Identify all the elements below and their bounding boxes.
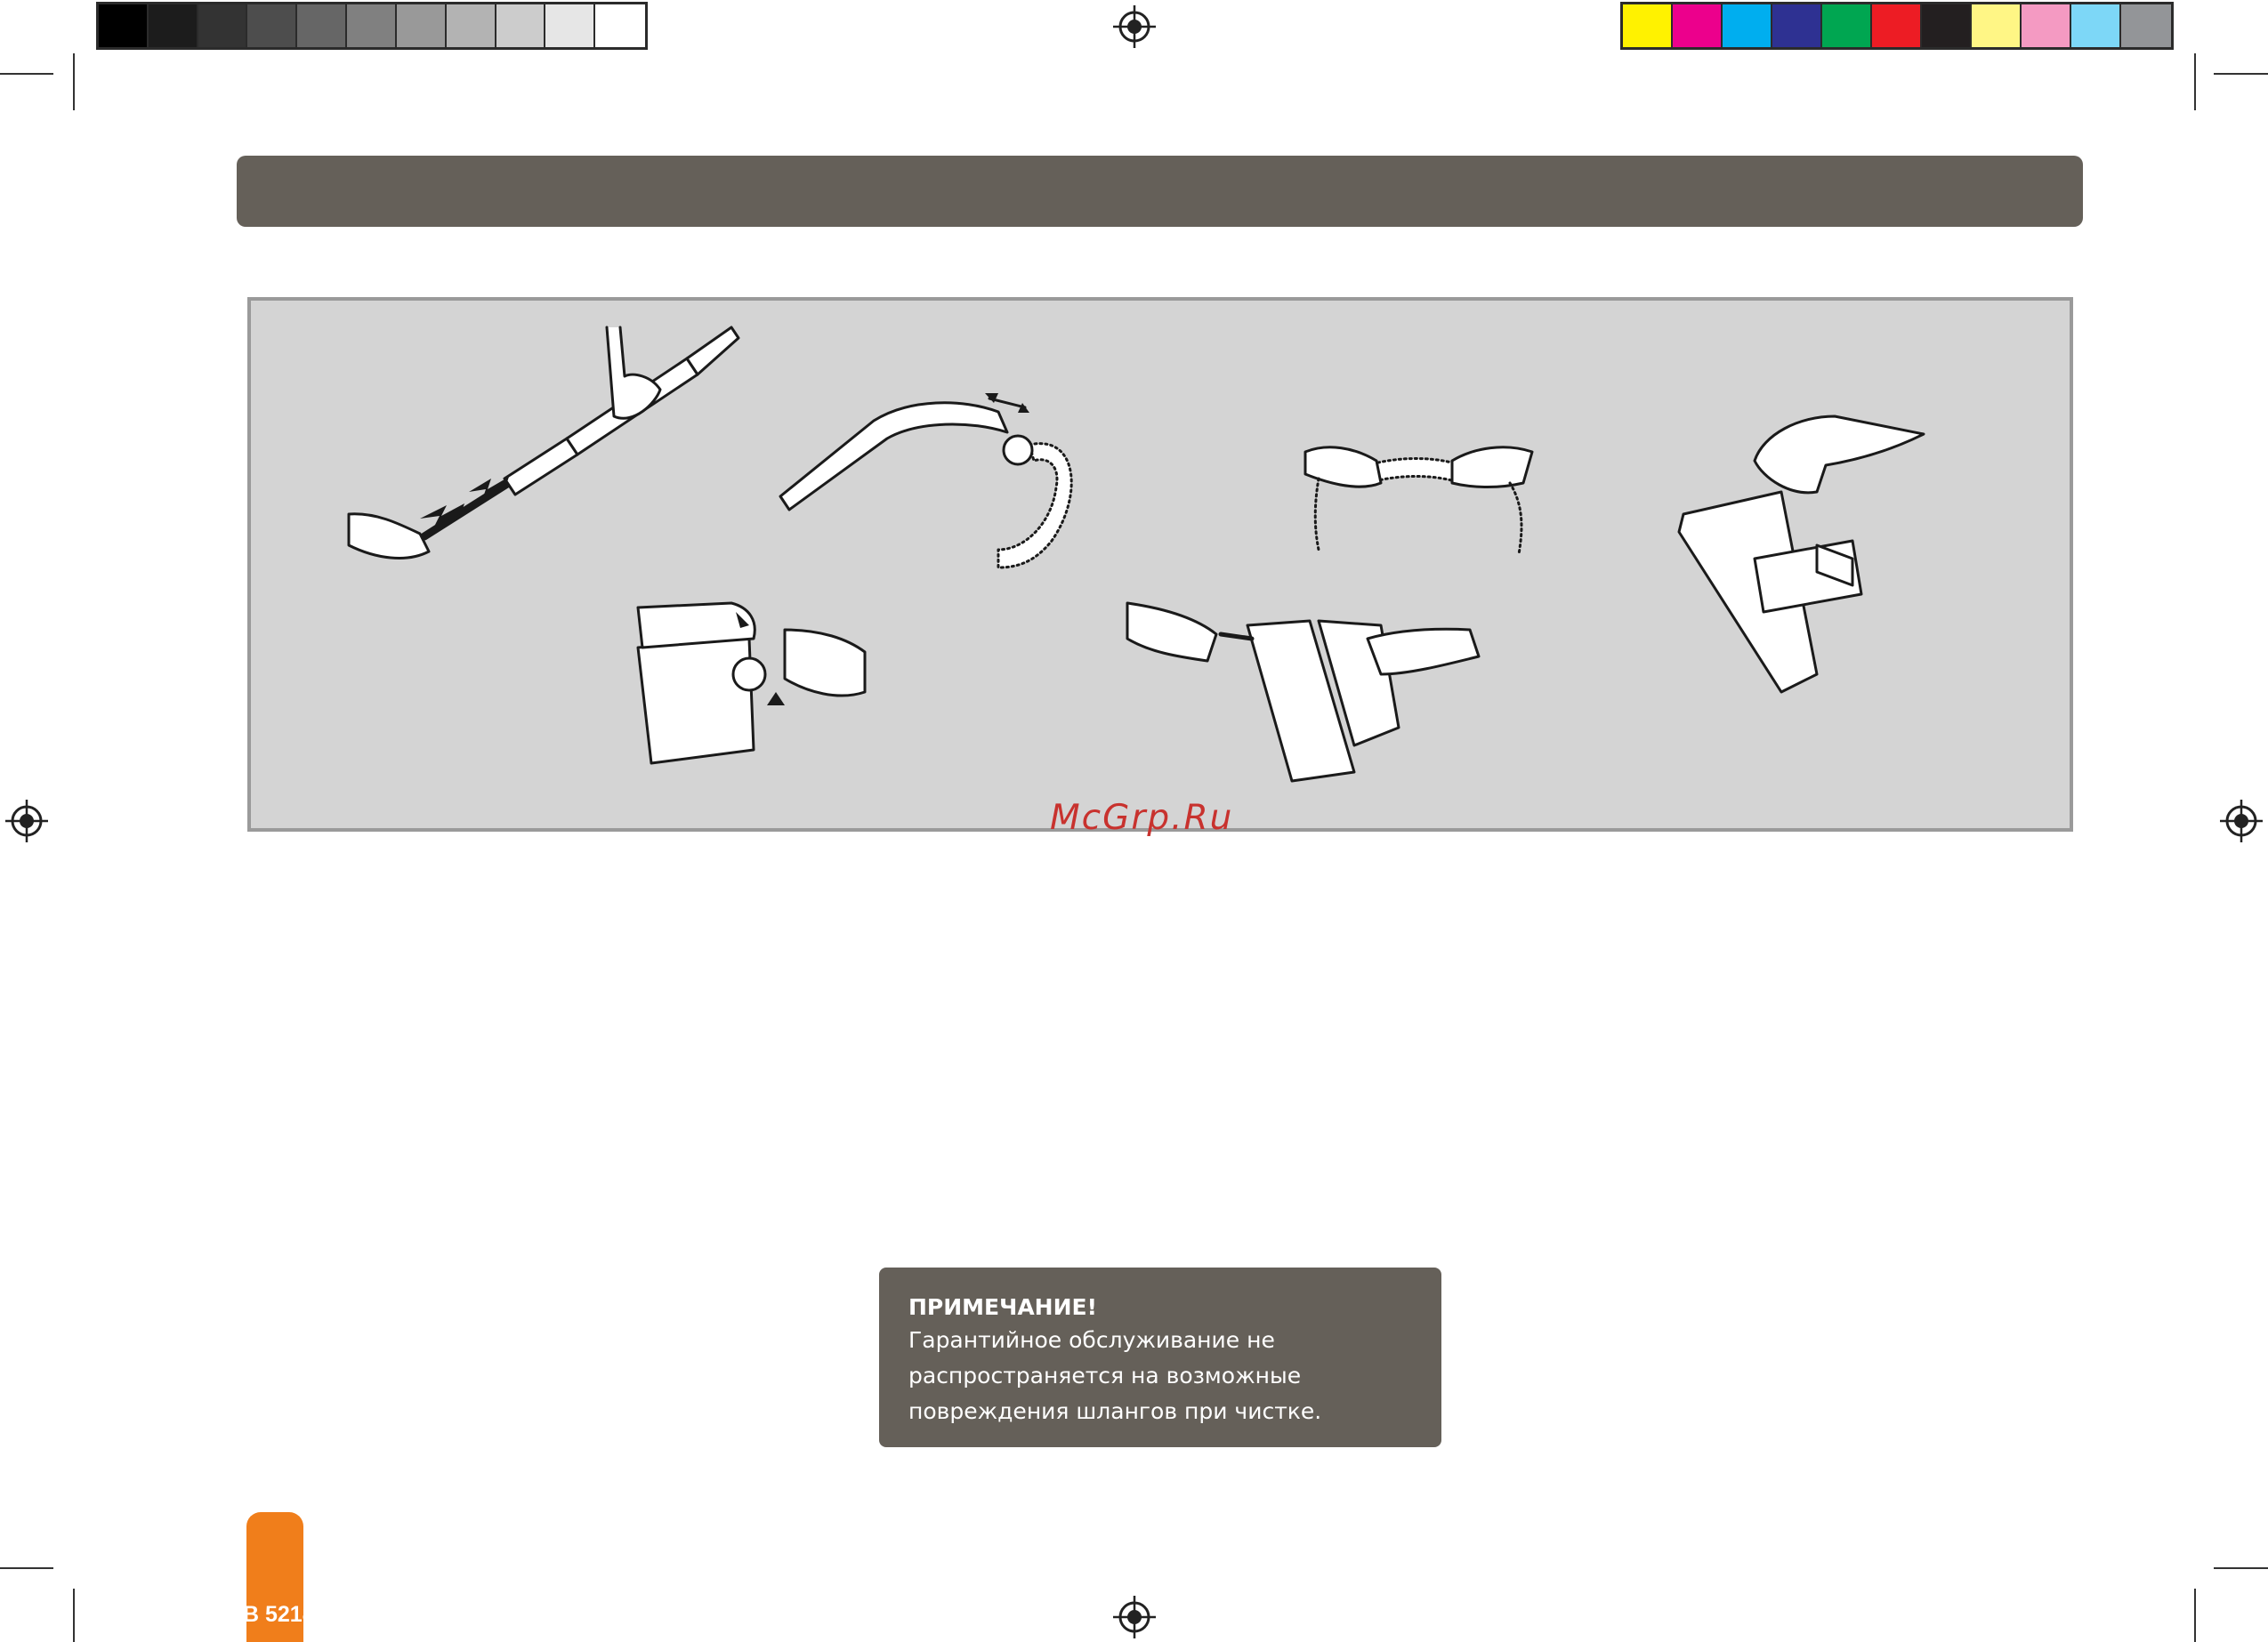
trim-mark-bottom-right-h	[2214, 1567, 2268, 1569]
trim-mark-top-left-v	[73, 53, 75, 110]
trim-mark-top-right-v	[2194, 53, 2196, 110]
section-header-band	[237, 156, 2083, 227]
trim-mark-bottom-right-v	[2194, 1589, 2196, 1642]
note-line-1: Гарантийное обслуживание не	[908, 1327, 1275, 1353]
trim-mark-top-right-h	[2214, 73, 2268, 75]
color-swatch	[1972, 4, 2022, 47]
trim-mark-top-left-h	[0, 73, 53, 75]
registration-mark-right	[2220, 800, 2263, 842]
hand-floor-brush-illustration	[1679, 416, 1924, 692]
color-swatch	[2071, 4, 2121, 47]
gray-swatch	[149, 4, 198, 47]
color-swatch	[1922, 4, 1972, 47]
color-swatch	[1673, 4, 1723, 47]
gray-swatch	[397, 4, 447, 47]
color-swatch	[2022, 4, 2071, 47]
color-swatch	[1723, 4, 1772, 47]
registration-mark-bottom	[1113, 1596, 1156, 1638]
color-swatch	[2121, 4, 2171, 47]
gray-swatch	[496, 4, 546, 47]
registration-mark-left	[5, 800, 48, 842]
gray-swatch	[198, 4, 248, 47]
trim-mark-bottom-left-h	[0, 1567, 53, 1569]
turbo-brush-cleaning-illustration	[1127, 603, 1479, 781]
gray-swatch	[347, 4, 397, 47]
page-code: B 5218	[243, 1602, 315, 1627]
color-calibration-bar	[1620, 2, 2174, 50]
hands-cleaning-hose-illustration	[1305, 447, 1532, 554]
gray-swatch	[297, 4, 347, 47]
color-swatch	[1872, 4, 1922, 47]
trim-mark-bottom-left-v	[73, 1589, 75, 1642]
gray-swatch	[247, 4, 297, 47]
registration-mark-top	[1113, 5, 1156, 48]
nozzle-release-illustration	[638, 603, 865, 763]
gray-swatch	[545, 4, 595, 47]
note-title: ПРИМЕЧАНИЕ!	[908, 1294, 1097, 1320]
gray-swatch	[595, 4, 645, 47]
warranty-note-box	[879, 1268, 1441, 1447]
gray-swatch	[99, 4, 149, 47]
watermark-text: McGrp.Ru	[1050, 798, 1234, 838]
color-swatch	[1822, 4, 1872, 47]
hose-handle-illustration	[780, 393, 1071, 567]
illustration-panel	[247, 297, 2073, 832]
color-swatch	[1623, 4, 1673, 47]
telescopic-tube-illustration	[349, 327, 739, 558]
gray-swatch	[447, 4, 496, 47]
grayscale-calibration-bar	[96, 2, 648, 50]
color-swatch	[1772, 4, 1822, 47]
note-line-2: распространяется на возможные	[908, 1363, 1302, 1388]
note-line-3: повреждения шлангов при чистке.	[908, 1398, 1322, 1424]
